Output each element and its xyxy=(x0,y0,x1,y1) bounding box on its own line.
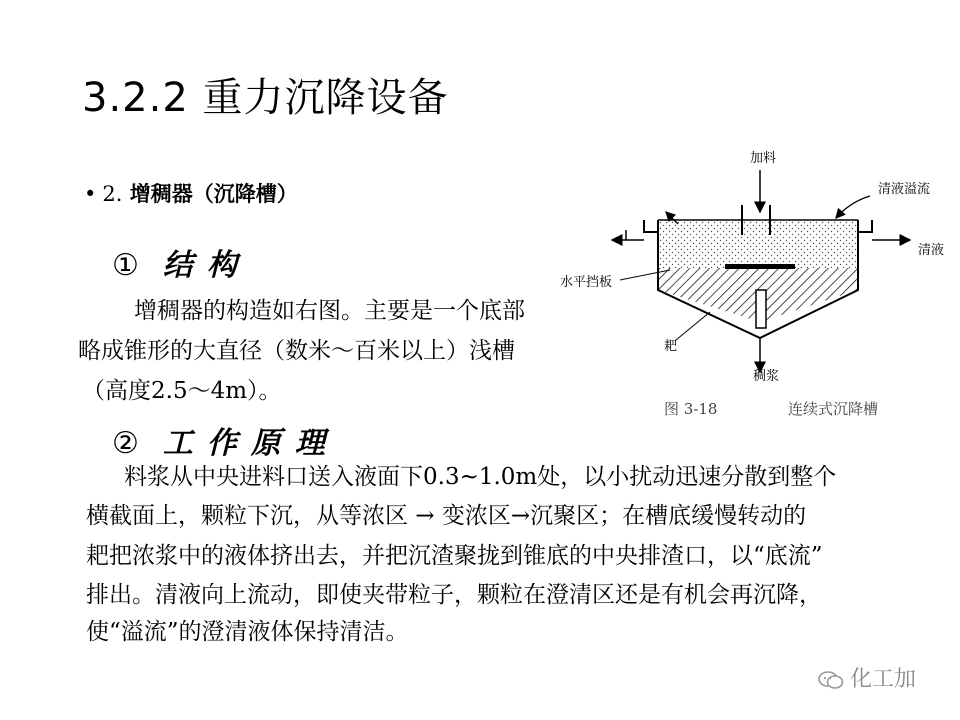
section2-marker: ② xyxy=(112,426,139,461)
bullet-number: 2. xyxy=(102,182,123,206)
section1-marker: ① xyxy=(112,248,139,283)
label-overflow: 清液溢流 xyxy=(878,182,931,197)
section2-line-4: 排出。清液向上流动，即使夹带粒子，颗粒在澄清区还是有机会再沉降， xyxy=(86,582,822,608)
watermark xyxy=(818,662,916,696)
wechat-icon xyxy=(818,670,844,696)
section2-heading-text: 工作原理 xyxy=(162,426,339,461)
label-clear-liquid: 清液 xyxy=(918,243,945,258)
section2-line-3: 耙把浓浆中的液体挤出去，并把沉渣聚拢到锥底的中央排渣口，以“底流” xyxy=(86,543,823,569)
section1-line-2: 略成锥形的大直径（数米～百米以上）浅槽 xyxy=(78,338,515,364)
figure-caption: 连续式沉降槽 xyxy=(788,400,879,418)
section1-heading xyxy=(112,240,251,284)
bullet-item xyxy=(84,178,298,208)
section2-line-2: 横截面上，颗粒下沉，从等浓区 → 变浓区→沉聚区；在槽底缓慢转动的 xyxy=(86,503,807,529)
thickener-diagram xyxy=(560,140,960,430)
section1-line-1: 增稠器的构造如右图。主要是一个底部 xyxy=(134,298,525,324)
bullet-marker: • xyxy=(84,182,97,206)
horizontal-baffle xyxy=(725,264,795,269)
label-slurry: 稠浆 xyxy=(753,369,780,384)
section2-line-5: 使“溢流”的澄清液体保持清洁。 xyxy=(86,619,409,645)
bullet-text: 增稠器（沉降槽） xyxy=(129,182,298,206)
section2-line-1: 料浆从中央进料口送入液面下0.3~1.0m处，以小扰动迅速分散到整个 xyxy=(124,464,837,490)
figure-number: 图 3-18 xyxy=(664,400,718,418)
section1-line-3: （高度2.5～4m）。 xyxy=(82,378,282,404)
label-feed: 加料 xyxy=(750,151,777,166)
label-rake: 耙 xyxy=(664,339,678,354)
section2-heading xyxy=(112,418,339,462)
label-baffle: 水平挡板 xyxy=(560,275,613,290)
baffle-band xyxy=(658,268,858,277)
page-title: 3.2.2 重力沉降设备 xyxy=(82,75,449,121)
watermark-text: 化工加 xyxy=(850,667,917,692)
section1-heading-text: 结构 xyxy=(162,248,251,283)
clear-zone xyxy=(658,220,858,268)
